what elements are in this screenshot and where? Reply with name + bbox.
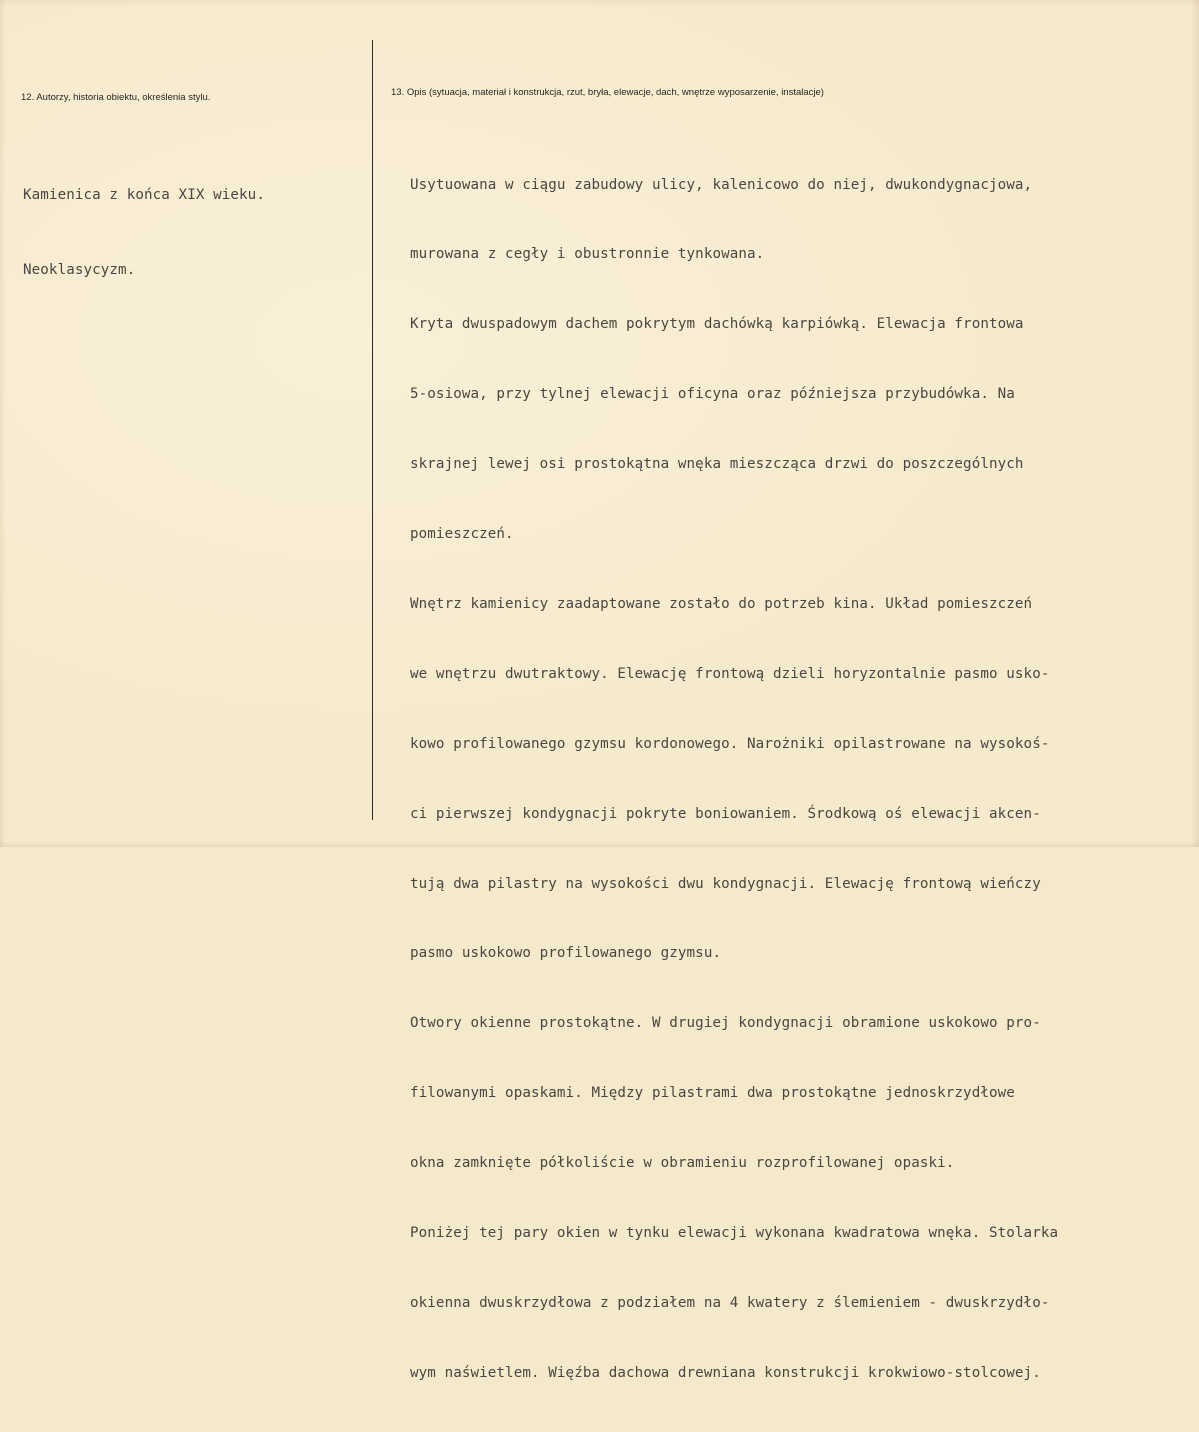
text-line: Wnętrz kamienicy zaadaptowane zostało do potrzeb kina. Układ pomieszczeń	[410, 595, 1033, 612]
text-line: we wnętrzu dwutraktowy. Elewację frontową dzieli horyzontalnie pasmo usko-	[410, 665, 1050, 682]
text-line: Poniżej tej pary okien w tynku elewacji wykonana kwadratowa wnęka. Stolarka	[410, 1224, 1059, 1241]
text-line: Otwory okienne prostokątne. W drugiej kondygnacji obramione uskokowo pro-	[410, 1015, 1041, 1032]
section-12-label: 12. Autorzy, historia obiektu, określenia stylu.	[21, 92, 211, 103]
section-12-text	[23, 133, 265, 333]
text-line: tują dwa pilastry na wysokości dwu kondygnacji. Elewację frontową wieńczy	[410, 875, 1041, 892]
text-line: murowana z cegły i obustronnie tynkowana.	[410, 246, 765, 263]
text-line: Kamienica z końca XIX wieku.	[23, 187, 265, 203]
text-line: pasmo uskokowo profilowanego gzymsu.	[410, 945, 722, 962]
column-divider	[372, 40, 373, 820]
text-line: filowanymi opaskami. Między pilastrami dwa prostokątne jednoskrzydłowe	[410, 1085, 1015, 1102]
section-13-text	[410, 127, 1058, 1432]
text-line: Usytuowana w ciągu zabudowy ulicy, kalenicowo do niej, dwukondygnacjowa,	[410, 176, 1033, 193]
text-line: Kryta dwuspadowym dachem pokrytym dachówką karpiówką. Elewacja frontowa	[410, 316, 1024, 333]
text-line: okienna dwuskrzydłowa z podziałem na 4 kwatery z ślemieniem - dwuskrzydło-	[410, 1294, 1050, 1311]
text-line: pomieszczeń.	[410, 526, 514, 543]
text-line: wym naświetlem. Więźba dachowa drewniana konstrukcji krokwiowo-stolcowej.	[410, 1364, 1041, 1381]
text-line: kowo profilowanego gzymsu kordonowego. Narożniki opilastrowane na wysokoś-	[410, 735, 1050, 752]
section-13-label: 13. Opis (sytuacja, materiał i konstrukcja, rzut, bryła, elewacje, dach, wnętrze wyposarzenie, instalacje)	[391, 87, 824, 98]
text-line: Neoklasycyzm.	[23, 262, 136, 278]
text-line: 5-osiowa, przy tylnej elewacji oficyna oraz późniejsza przybudówka. Na	[410, 386, 1015, 403]
text-line: skrajnej lewej osi prostokątna wnęka mieszcząca drzwi do poszczególnych	[410, 456, 1024, 473]
text-line: okna zamknięte półkoliście w obramieniu rozprofilowanej opaski.	[410, 1155, 955, 1172]
text-line: ci pierwszej kondygnacji pokryte boniowaniem. Środkową oś elewacji akcen-	[410, 805, 1041, 822]
